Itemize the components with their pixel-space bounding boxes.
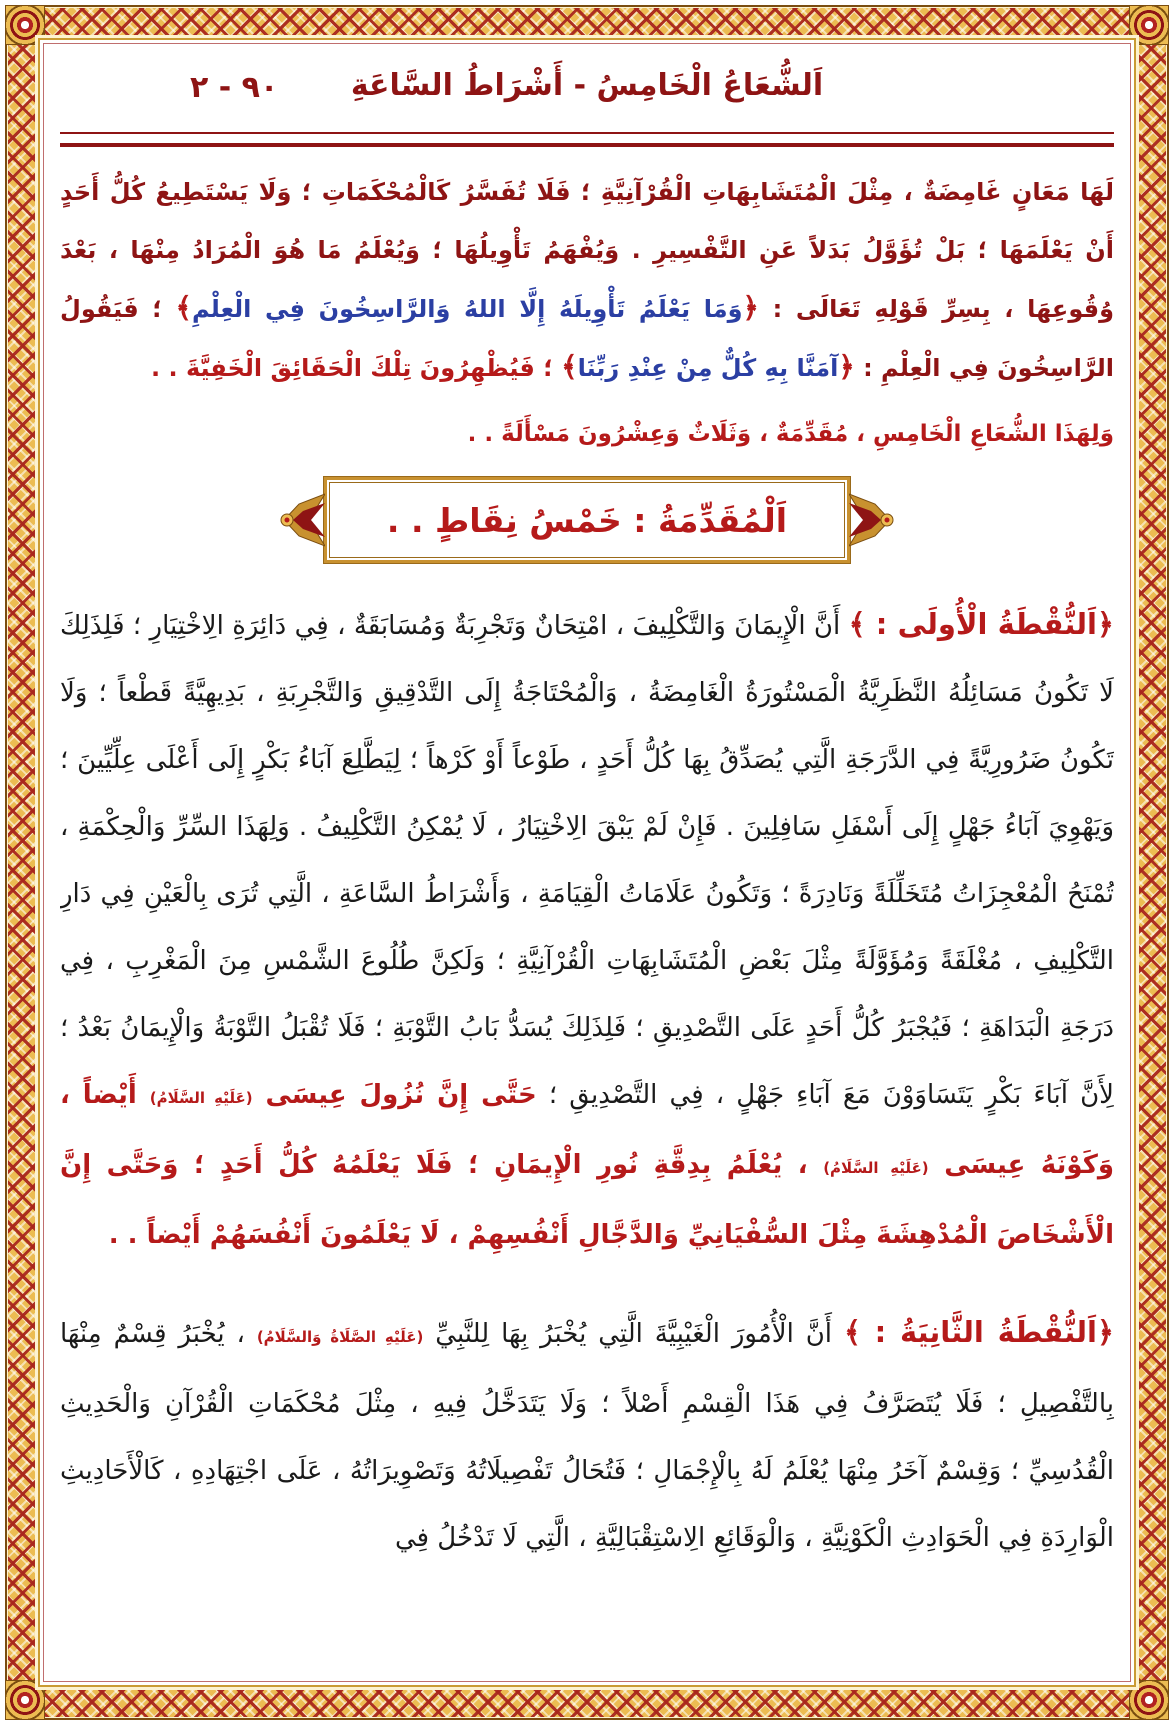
quran-bracket-close: ﴾ xyxy=(175,291,192,324)
page-header xyxy=(60,68,1114,124)
box-flourish-right-icon xyxy=(849,488,895,552)
intro-paragraph xyxy=(60,163,1114,397)
quran-quote-2: آمَنَّا بِهِ كُلٌّ مِنْ عِنْدِ رَبِّنَا xyxy=(577,354,839,382)
point2-paragraph xyxy=(60,1299,1114,1572)
page-title: اَلشُّعَاعُ الْخَامِسُ - أَشْرَاطُ السَّاعَةِ xyxy=(350,68,824,103)
section-count-line: وَلِهَذَا الشُّعَاعِ الْخَامِسِ ، مُقَدِّمَةٌ ، وَثَلَاثٌ وَعِشْرُونَ مَسْأَلَةً . . xyxy=(467,421,1114,447)
point1-body: أَنَّ الْإِيمَانَ وَالتَّكْلِيفَ ، امْتِحَانٌ وَتَجْرِبَةٌ وَمُسَابَقَةٌ ، فِي دَائِرَةِ الِاخْتِيَارِ ؛ فَلِذَلِكَ لَا تَكُونُ مَسَائِلُهُ النَّظَرِيَّةُ الْمَسْتُورَةُ الْغَامِضَةُ ، وَالْمُحْتَاجَةُ إِلَى التَّدْقِيقِ وَالتَّجْرِبَةِ ، بَدِيهِيَّةً قَطْعاً ؛ وَلَا تَكُونُ ضَرُورِيَّةً فِي الدَّرَجَةِ الَّتِي يُصَدِّقُ بِهَا كُلُّ أَحَدٍ ، طَوْعاً أَوْ كَرْهاً ؛ لِيَطَّلِعَ آبَاءُ بَكْرٍ إِلَى أَعْلَى عِلِّيِّينَ ؛ وَيَهْوِيَ آبَاءُ جَهْلٍ إِلَى أَسْفَلِ سَافِلِينَ . فَإِنْ لَمْ يَبْقَ الِاخْتِيَارُ ، لَا يُمْكِنُ التَّكْلِيفُ . وَلِهَذَا السِّرِّ وَالْحِكْمَةِ ، تُمْنَحُ الْمُعْجِزَاتُ مُتَخَلِّلَةً وَنَادِرَةً ؛ وَتَكُونُ عَلَامَاتُ الْقِيَامَةِ ، وَأَشْرَاطُ السَّاعَةِ ، الَّتِي تُرَى بِالْعَيْنِ فِي دَارِ التَّكْلِيفِ ، مُغْلَقَةً وَمُؤَوَّلَةً مِثْلَ بَعْضِ الْمُتَشَابِهَاتِ الْقُرْآنِيَّةِ ؛ وَلَكِنَّ طُلُوعَ الشَّمْسِ مِنَ الْمَغْرِبِ ، فِي دَرَجَةِ الْبَدَاهَةِ ؛ فَيُجْبَرُ كُلُّ أَحَدٍ عَلَى التَّصْدِيقِ ؛ فَلِذَلِكَ يُسَدُّ بَابُ التَّوْبَةِ ؛ فَلَا تُقْبَلُ التَّوْبَةُ وَالْإِيمَانُ بَعْدُ ؛ لِأَنَّ آبَاءَ بَكْرٍ يَتَسَاوَوْنَ مَعَ آبَاءِ جَهْلٍ ، فِي التَّصْدِيقِ ؛ xyxy=(60,611,1114,1110)
box-flourish-left-icon xyxy=(279,488,325,552)
point2-body: ، يُخْبَرُ قِسْمٌ مِنْهَا بِالتَّفْصِيلِ ؛ فَلَا يُتَصَرَّفُ فِي هَذَا الْقِسْمِ أَصْلاً ؛ وَلَا يَتَدَخَّلُ فِيهِ ، مِثْلَ مُحْكَمَاتِ الْقُرْآنِ وَالْحَدِيثِ الْقُدُسِيِّ ؛ وَقِسْمٌ آخَرُ مِنْهَا يُعْلَمُ لَهُ بِالْإِجْمَالِ ؛ فَتُحَالُ تَفْصِيلَاتُهُ وَتَصْوِيرَاتُهُ ، عَلَى اجْتِهَادِهِ ، كَالْأَحَادِيثِ الْوَارِدَةِ فِي الْحَوَادِثِ الْكَوْنِيَّةِ ، وَالْوَقَائِعِ الِاسْتِقْبَالِيَّةِ ، الَّتِي لَا تَدْخُلُ فِي xyxy=(60,1319,1114,1553)
quran-bracket-open: ﴿ xyxy=(742,291,759,324)
page-content xyxy=(60,52,1114,1673)
alayhi-salat-wasalam-symbol: (عَلَيْهِ الصَّلَاةُ وَالسَّلَامُ) xyxy=(256,1328,424,1346)
quran-quote-1: وَمَا يَعْلَمُ تَأْوِيلَهُ إِلَّا اللهُ وَالرَّاسِخُونَ فِي الْعِلْمِ xyxy=(191,295,743,323)
intro-text: لَهَا مَعَانٍ غَامِضَةٌ ، مِثْلَ الْمُتَشَابِهَاتِ الْقُرْآنِيَّةِ ؛ فَلَا تُفَسَّرُ كَالْمُحْكَمَاتِ ؛ وَلَا يَسْتَطِيعُ كُلُّ أَحَدٍ أَنْ يَعْلَمَهَا ؛ بَلْ تُؤَوَّلُ بَدَلاً عَنِ التَّفْسِيرِ . وَيُفْهَمُ تَأْوِيلُهَا ؛ وَيُعْلَمُ مَا هُوَ الْمُرَادُ مِنْهَا ، بَعْدَ وُقُوعِهَا ، بِسِرِّ قَوْلِهِ تَعَالَى : xyxy=(60,178,1114,323)
box-title: اَلْمُقَدِّمَةُ : خَمْسُ نِقَاطٍ . . xyxy=(386,500,788,540)
alayhi-salam-symbol: (عَلَيْهِ السَّلَامُ) xyxy=(823,1159,929,1177)
intro-red-tail: ؛ فَيُظْهِرُونَ تِلْكَ الْحَقَائِقَ الْخَفِيَّةَ . . xyxy=(151,354,562,382)
point2-header: ﴿اَلنُّقْطَةُ الثَّانِيَةُ : ﴾ xyxy=(843,1315,1114,1349)
quran-bracket-close: ﴾ xyxy=(561,350,578,383)
quran-bracket-open: ﴿ xyxy=(838,350,855,383)
point1-header: ﴿اَلنُّقْطَةُ الْأُولَى : ﴾ xyxy=(848,607,1114,641)
header-rule xyxy=(60,132,1114,147)
point1-red-text: أَيْضاً ، وَكَوْنَهُ عِيسَى xyxy=(60,1080,1114,1180)
alayhi-salam-symbol: (عَلَيْهِ السَّلَامُ) xyxy=(149,1089,253,1107)
point1-red-text: ، يُعْلَمُ بِدِقَّةِ نُورِ الْإِيمَانِ ؛ فَلَا يَعْلَمُهُ كُلُّ أَحَدٍ ؛ وَحَتَّى إِنَّ الْأَشْخَاصَ الْمُدْهِشَةَ مِثْلَ السُّفْيَانِيِّ وَالدَّجَّالِ أَنْفُسِهِمْ ، لَا يَعْلَمُونَ أَنْفُسَهُمْ أَيْضاً . . xyxy=(60,1150,1114,1250)
muqaddima-box xyxy=(324,477,850,563)
point1-red-text: حَتَّى إِنَّ نُزُولَ عِيسَى xyxy=(252,1080,537,1110)
point2-body: أَنَّ الْأُمُورَ الْغَيْبِيَّةَ الَّتِي يُخْبَرُ بِهَا لِلنَّبِيِّ xyxy=(423,1319,844,1349)
page-number: ٩٠ - ٢ xyxy=(190,70,279,105)
point1-paragraph xyxy=(60,591,1114,1269)
intro-text-between: ؛ فَيَقُولُ الرَّاسِخُونَ فِي الْعِلْمِ : xyxy=(60,295,1114,382)
